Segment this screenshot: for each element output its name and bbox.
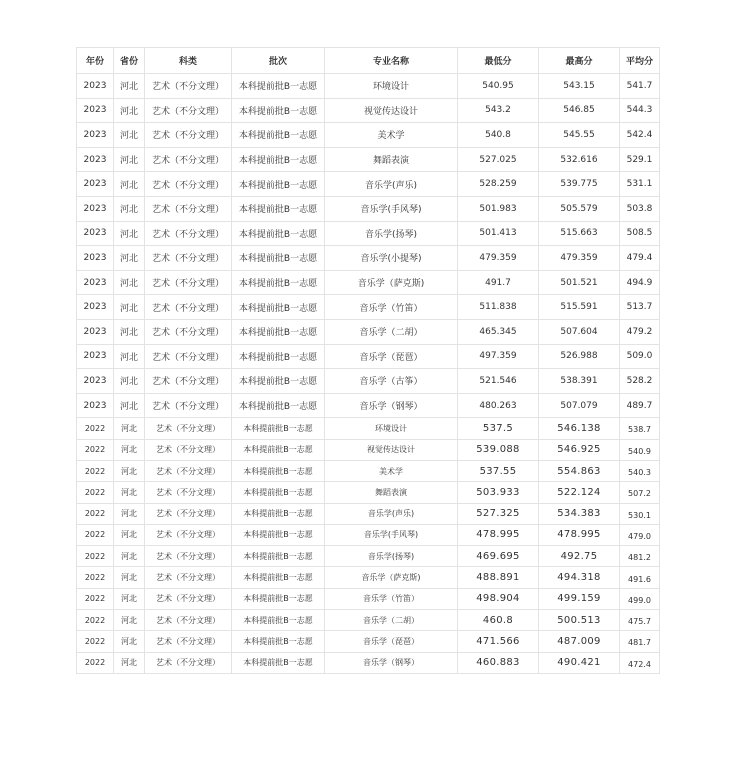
cell-category: 艺术（不分文理） bbox=[145, 295, 232, 320]
cell-batch: 本科提前批B一志愿 bbox=[232, 439, 325, 460]
cell-max-score: 479.359 bbox=[539, 246, 620, 271]
cell-province: 河北 bbox=[114, 98, 145, 123]
cell-category: 艺术（不分文理） bbox=[145, 74, 232, 99]
cell-province: 河北 bbox=[114, 147, 145, 172]
cell-max-score: 534.383 bbox=[539, 503, 620, 524]
cell-major: 音乐学（钢琴） bbox=[325, 393, 458, 418]
cell-major: 舞蹈表演 bbox=[325, 147, 458, 172]
cell-major: 视觉传达设计 bbox=[325, 439, 458, 460]
cell-major: 美术学 bbox=[325, 123, 458, 148]
cell-year: 2022 bbox=[77, 503, 114, 524]
cell-min-score: 537.55 bbox=[458, 460, 539, 481]
cell-max-score: 543.15 bbox=[539, 74, 620, 99]
cell-min-score: 537.5 bbox=[458, 418, 539, 439]
cell-avg-score: 494.9 bbox=[620, 270, 660, 295]
table-row bbox=[77, 270, 660, 295]
cell-max-score: 501.521 bbox=[539, 270, 620, 295]
cell-province: 河北 bbox=[114, 172, 145, 197]
cell-avg-score: 538.7 bbox=[620, 418, 660, 439]
cell-max-score: 515.591 bbox=[539, 295, 620, 320]
table-row bbox=[77, 74, 660, 99]
cell-min-score: 479.359 bbox=[458, 246, 539, 271]
cell-year: 2023 bbox=[77, 369, 114, 394]
cell-province: 河北 bbox=[114, 524, 145, 545]
cell-avg-score: 542.4 bbox=[620, 123, 660, 148]
table-row bbox=[77, 460, 660, 481]
cell-category: 艺术（不分文理） bbox=[145, 524, 232, 545]
cell-avg-score: 489.7 bbox=[620, 393, 660, 418]
cell-major: 音乐学（竹笛） bbox=[325, 295, 458, 320]
cell-province: 河北 bbox=[114, 123, 145, 148]
cell-category: 艺术（不分文理） bbox=[145, 246, 232, 271]
cell-category: 艺术（不分文理） bbox=[145, 631, 232, 652]
cell-category: 艺术（不分文理） bbox=[145, 393, 232, 418]
cell-province: 河北 bbox=[114, 196, 145, 221]
cell-province: 河北 bbox=[114, 503, 145, 524]
table-row bbox=[77, 482, 660, 503]
cell-min-score: 460.8 bbox=[458, 609, 539, 630]
header-batch: 批次 bbox=[232, 48, 325, 74]
cell-province: 河北 bbox=[114, 295, 145, 320]
cell-major: 音乐学（萨克斯) bbox=[325, 270, 458, 295]
cell-max-score: 546.138 bbox=[539, 418, 620, 439]
cell-province: 河北 bbox=[114, 609, 145, 630]
cell-batch: 本科提前批B一志愿 bbox=[232, 588, 325, 609]
cell-major: 音乐学（二胡） bbox=[325, 609, 458, 630]
cell-batch: 本科提前批B一志愿 bbox=[232, 393, 325, 418]
cell-min-score: 460.883 bbox=[458, 652, 539, 673]
cell-province: 河北 bbox=[114, 221, 145, 246]
table-row bbox=[77, 196, 660, 221]
cell-batch: 本科提前批B一志愿 bbox=[232, 503, 325, 524]
cell-batch: 本科提前批B一志愿 bbox=[232, 524, 325, 545]
cell-min-score: 543.2 bbox=[458, 98, 539, 123]
cell-avg-score: 499.0 bbox=[620, 588, 660, 609]
cell-batch: 本科提前批B一志愿 bbox=[232, 344, 325, 369]
cell-year: 2022 bbox=[77, 546, 114, 567]
cell-year: 2022 bbox=[77, 524, 114, 545]
cell-avg-score: 503.8 bbox=[620, 196, 660, 221]
cell-category: 艺术（不分文理） bbox=[145, 319, 232, 344]
cell-batch: 本科提前批B一志愿 bbox=[232, 123, 325, 148]
cell-max-score: 546.925 bbox=[539, 439, 620, 460]
cell-year: 2022 bbox=[77, 567, 114, 588]
cell-batch: 本科提前批B一志愿 bbox=[232, 196, 325, 221]
cell-min-score: 511.838 bbox=[458, 295, 539, 320]
cell-major: 音乐学（二胡） bbox=[325, 319, 458, 344]
cell-province: 河北 bbox=[114, 567, 145, 588]
cell-province: 河北 bbox=[114, 319, 145, 344]
cell-year: 2023 bbox=[77, 295, 114, 320]
cell-major: 视觉传达设计 bbox=[325, 98, 458, 123]
cell-major: 音乐学（古筝） bbox=[325, 369, 458, 394]
cell-major: 音乐学(声乐) bbox=[325, 503, 458, 524]
header-min-score: 最低分 bbox=[458, 48, 539, 74]
cell-max-score: 532.616 bbox=[539, 147, 620, 172]
cell-avg-score: 479.2 bbox=[620, 319, 660, 344]
table-row bbox=[77, 172, 660, 197]
cell-min-score: 501.413 bbox=[458, 221, 539, 246]
header-row bbox=[77, 48, 660, 74]
cell-min-score: 480.263 bbox=[458, 393, 539, 418]
cell-max-score: 554.863 bbox=[539, 460, 620, 481]
cell-year: 2023 bbox=[77, 246, 114, 271]
cell-batch: 本科提前批B一志愿 bbox=[232, 246, 325, 271]
cell-year: 2022 bbox=[77, 652, 114, 673]
cell-max-score: 526.988 bbox=[539, 344, 620, 369]
cell-province: 河北 bbox=[114, 369, 145, 394]
cell-year: 2023 bbox=[77, 98, 114, 123]
table-row bbox=[77, 344, 660, 369]
cell-year: 2023 bbox=[77, 74, 114, 99]
cell-major: 音乐学(声乐) bbox=[325, 172, 458, 197]
cell-year: 2023 bbox=[77, 172, 114, 197]
cell-max-score: 487.009 bbox=[539, 631, 620, 652]
table-row bbox=[77, 221, 660, 246]
cell-max-score: 522.124 bbox=[539, 482, 620, 503]
cell-avg-score: 540.3 bbox=[620, 460, 660, 481]
cell-max-score: 505.579 bbox=[539, 196, 620, 221]
cell-category: 艺术（不分文理） bbox=[145, 418, 232, 439]
table-row bbox=[77, 503, 660, 524]
table-row bbox=[77, 98, 660, 123]
cell-avg-score: 475.7 bbox=[620, 609, 660, 630]
cell-avg-score: 531.1 bbox=[620, 172, 660, 197]
cell-province: 河北 bbox=[114, 546, 145, 567]
cell-category: 艺术（不分文理） bbox=[145, 460, 232, 481]
cell-category: 艺术（不分文理） bbox=[145, 369, 232, 394]
cell-year: 2023 bbox=[77, 270, 114, 295]
cell-major: 音乐学（琵琶） bbox=[325, 631, 458, 652]
table-row bbox=[77, 295, 660, 320]
table-row bbox=[77, 123, 660, 148]
table-header bbox=[77, 48, 660, 74]
cell-category: 艺术（不分文理） bbox=[145, 567, 232, 588]
cell-batch: 本科提前批B一志愿 bbox=[232, 546, 325, 567]
cell-batch: 本科提前批B一志愿 bbox=[232, 609, 325, 630]
cell-max-score: 494.318 bbox=[539, 567, 620, 588]
table-row bbox=[77, 147, 660, 172]
cell-category: 艺术（不分文理） bbox=[145, 147, 232, 172]
cell-batch: 本科提前批B一志愿 bbox=[232, 147, 325, 172]
table-row bbox=[77, 567, 660, 588]
table-row bbox=[77, 246, 660, 271]
cell-min-score: 540.95 bbox=[458, 74, 539, 99]
cell-min-score: 469.695 bbox=[458, 546, 539, 567]
cell-major: 舞蹈表演 bbox=[325, 482, 458, 503]
cell-avg-score: 481.7 bbox=[620, 631, 660, 652]
header-year: 年份 bbox=[77, 48, 114, 74]
cell-max-score: 478.995 bbox=[539, 524, 620, 545]
cell-province: 河北 bbox=[114, 246, 145, 271]
cell-year: 2022 bbox=[77, 482, 114, 503]
cell-category: 艺术（不分文理） bbox=[145, 609, 232, 630]
cell-year: 2022 bbox=[77, 439, 114, 460]
cell-min-score: 488.891 bbox=[458, 567, 539, 588]
cell-max-score: 539.775 bbox=[539, 172, 620, 197]
cell-province: 河北 bbox=[114, 270, 145, 295]
cell-batch: 本科提前批B一志愿 bbox=[232, 567, 325, 588]
cell-year: 2023 bbox=[77, 393, 114, 418]
table-row bbox=[77, 393, 660, 418]
cell-avg-score: 530.1 bbox=[620, 503, 660, 524]
cell-major: 音乐学（萨克斯) bbox=[325, 567, 458, 588]
header-province: 省份 bbox=[114, 48, 145, 74]
cell-major: 美术学 bbox=[325, 460, 458, 481]
cell-year: 2022 bbox=[77, 418, 114, 439]
cell-batch: 本科提前批B一志愿 bbox=[232, 98, 325, 123]
table-row bbox=[77, 418, 660, 439]
cell-year: 2023 bbox=[77, 196, 114, 221]
cell-province: 河北 bbox=[114, 344, 145, 369]
cell-min-score: 540.8 bbox=[458, 123, 539, 148]
cell-category: 艺术（不分文理） bbox=[145, 196, 232, 221]
cell-batch: 本科提前批B一志愿 bbox=[232, 482, 325, 503]
cell-category: 艺术（不分文理） bbox=[145, 503, 232, 524]
header-category: 科类 bbox=[145, 48, 232, 74]
cell-batch: 本科提前批B一志愿 bbox=[232, 631, 325, 652]
cell-province: 河北 bbox=[114, 393, 145, 418]
cell-min-score: 471.566 bbox=[458, 631, 539, 652]
cell-year: 2022 bbox=[77, 588, 114, 609]
cell-province: 河北 bbox=[114, 439, 145, 460]
cell-max-score: 490.421 bbox=[539, 652, 620, 673]
admission-score-table bbox=[76, 47, 660, 674]
cell-year: 2023 bbox=[77, 319, 114, 344]
cell-min-score: 465.345 bbox=[458, 319, 539, 344]
cell-min-score: 498.904 bbox=[458, 588, 539, 609]
cell-year: 2023 bbox=[77, 344, 114, 369]
header-major: 专业名称 bbox=[325, 48, 458, 74]
cell-major: 音乐学(手风琴) bbox=[325, 524, 458, 545]
cell-min-score: 501.983 bbox=[458, 196, 539, 221]
cell-major: 音乐学（琵琶） bbox=[325, 344, 458, 369]
cell-year: 2022 bbox=[77, 631, 114, 652]
cell-province: 河北 bbox=[114, 418, 145, 439]
cell-max-score: 507.604 bbox=[539, 319, 620, 344]
cell-max-score: 546.85 bbox=[539, 98, 620, 123]
cell-max-score: 492.75 bbox=[539, 546, 620, 567]
cell-year: 2022 bbox=[77, 460, 114, 481]
cell-avg-score: 481.2 bbox=[620, 546, 660, 567]
cell-major: 音乐学（竹笛） bbox=[325, 588, 458, 609]
header-max-score: 最高分 bbox=[539, 48, 620, 74]
cell-min-score: 497.359 bbox=[458, 344, 539, 369]
table-row bbox=[77, 319, 660, 344]
cell-batch: 本科提前批B一志愿 bbox=[232, 295, 325, 320]
cell-avg-score: 479.4 bbox=[620, 246, 660, 271]
cell-avg-score: 509.0 bbox=[620, 344, 660, 369]
table-row bbox=[77, 369, 660, 394]
cell-avg-score: 472.4 bbox=[620, 652, 660, 673]
cell-avg-score: 529.1 bbox=[620, 147, 660, 172]
cell-category: 艺术（不分文理） bbox=[145, 344, 232, 369]
cell-batch: 本科提前批B一志愿 bbox=[232, 418, 325, 439]
cell-max-score: 499.159 bbox=[539, 588, 620, 609]
table-row bbox=[77, 609, 660, 630]
cell-year: 2022 bbox=[77, 609, 114, 630]
cell-avg-score: 513.7 bbox=[620, 295, 660, 320]
cell-major: 音乐学(小提琴) bbox=[325, 246, 458, 271]
cell-category: 艺术（不分文理） bbox=[145, 123, 232, 148]
cell-province: 河北 bbox=[114, 631, 145, 652]
table-body-2023 bbox=[77, 74, 660, 418]
cell-batch: 本科提前批B一志愿 bbox=[232, 74, 325, 99]
cell-min-score: 503.933 bbox=[458, 482, 539, 503]
cell-category: 艺术（不分文理） bbox=[145, 588, 232, 609]
table-row bbox=[77, 524, 660, 545]
cell-category: 艺术（不分文理） bbox=[145, 546, 232, 567]
cell-batch: 本科提前批B一志愿 bbox=[232, 319, 325, 344]
cell-avg-score: 479.0 bbox=[620, 524, 660, 545]
cell-category: 艺术（不分文理） bbox=[145, 172, 232, 197]
cell-avg-score: 507.2 bbox=[620, 482, 660, 503]
cell-max-score: 545.55 bbox=[539, 123, 620, 148]
cell-major: 音乐学（钢琴） bbox=[325, 652, 458, 673]
cell-province: 河北 bbox=[114, 460, 145, 481]
cell-avg-score: 508.5 bbox=[620, 221, 660, 246]
cell-category: 艺术（不分文理） bbox=[145, 652, 232, 673]
cell-category: 艺术（不分文理） bbox=[145, 221, 232, 246]
header-avg-score: 平均分 bbox=[620, 48, 660, 74]
cell-category: 艺术（不分文理） bbox=[145, 270, 232, 295]
cell-batch: 本科提前批B一志愿 bbox=[232, 652, 325, 673]
cell-avg-score: 541.7 bbox=[620, 74, 660, 99]
cell-year: 2023 bbox=[77, 123, 114, 148]
cell-min-score: 491.7 bbox=[458, 270, 539, 295]
cell-province: 河北 bbox=[114, 74, 145, 99]
table-row bbox=[77, 439, 660, 460]
table-row bbox=[77, 652, 660, 673]
table-row bbox=[77, 546, 660, 567]
cell-max-score: 507.079 bbox=[539, 393, 620, 418]
cell-major: 环境设计 bbox=[325, 74, 458, 99]
cell-category: 艺术（不分文理） bbox=[145, 439, 232, 460]
cell-batch: 本科提前批B一志愿 bbox=[232, 369, 325, 394]
cell-province: 河北 bbox=[114, 588, 145, 609]
cell-avg-score: 491.6 bbox=[620, 567, 660, 588]
cell-major: 音乐学(扬琴) bbox=[325, 221, 458, 246]
cell-max-score: 538.391 bbox=[539, 369, 620, 394]
cell-category: 艺术（不分文理） bbox=[145, 482, 232, 503]
cell-batch: 本科提前批B一志愿 bbox=[232, 221, 325, 246]
cell-major: 环境设计 bbox=[325, 418, 458, 439]
cell-min-score: 528.259 bbox=[458, 172, 539, 197]
cell-province: 河北 bbox=[114, 482, 145, 503]
cell-batch: 本科提前批B一志愿 bbox=[232, 172, 325, 197]
cell-min-score: 478.995 bbox=[458, 524, 539, 545]
cell-min-score: 527.325 bbox=[458, 503, 539, 524]
cell-avg-score: 528.2 bbox=[620, 369, 660, 394]
cell-avg-score: 540.9 bbox=[620, 439, 660, 460]
cell-min-score: 521.546 bbox=[458, 369, 539, 394]
cell-year: 2023 bbox=[77, 147, 114, 172]
table-row bbox=[77, 588, 660, 609]
cell-major: 音乐学(扬琴) bbox=[325, 546, 458, 567]
table-row bbox=[77, 631, 660, 652]
cell-batch: 本科提前批B一志愿 bbox=[232, 460, 325, 481]
cell-batch: 本科提前批B一志愿 bbox=[232, 270, 325, 295]
cell-major: 音乐学(手风琴) bbox=[325, 196, 458, 221]
cell-year: 2023 bbox=[77, 221, 114, 246]
cell-province: 河北 bbox=[114, 652, 145, 673]
cell-max-score: 515.663 bbox=[539, 221, 620, 246]
cell-category: 艺术（不分文理） bbox=[145, 98, 232, 123]
cell-avg-score: 544.3 bbox=[620, 98, 660, 123]
cell-min-score: 527.025 bbox=[458, 147, 539, 172]
cell-min-score: 539.088 bbox=[458, 439, 539, 460]
cell-max-score: 500.513 bbox=[539, 609, 620, 630]
table-body-2022 bbox=[77, 418, 660, 674]
